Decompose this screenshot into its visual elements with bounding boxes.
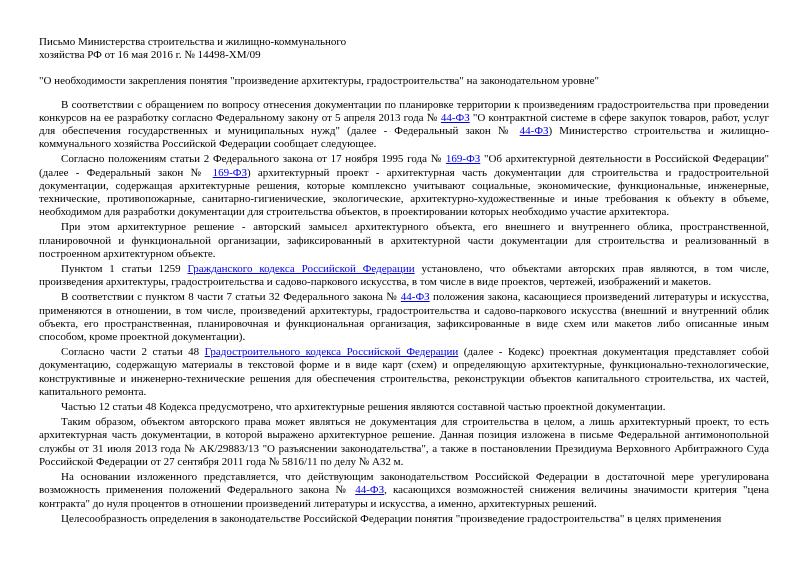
document-link[interactable]: 44-ФЗ: [355, 484, 385, 497]
paragraph: [39, 416, 769, 469]
document-link[interactable]: 169-ФЗ: [445, 153, 481, 166]
document-subject: "О необходимости закрепления понятия "произведение архитектуры, градостроительства" на законодательном уровне": [39, 75, 600, 88]
paragraph-text: На основании изложенного представляется, что действующим законодательством Российской Федерации в достаточной мере урегулирована возможность применения положений Федерального закона №: [39, 471, 769, 497]
paragraph: [39, 99, 769, 152]
paragraph-text: Частью 12 статьи 48 Кодекса предусмотрено, что архитектурные решения являются составной частью проектной документации.: [61, 401, 666, 414]
paragraph-text: Таким образом, объектом авторского права может являться не документация для строительства в целом, а лишь архитектурный проект, то есть архитектурная часть документации, в которой выражено архитектурное решение. Данная позиция изложена в письме Федеральной антимонопольной службы от 31 июля 2013 года № АК/29883/13 "О разъяснении законодательства", а также в постановлении Президиума Верховного Арбитражного Суда Российской Федерации от 27 сентября 2011 года № 5816/11 по делу № А32 м.: [39, 416, 769, 468]
paragraph: [39, 346, 769, 399]
paragraph-text: В соответствии с пунктом 8 части 7 статьи 32 Федерального закона №: [61, 291, 401, 304]
document-page: [39, 36, 769, 528]
document-link[interactable]: Гражданского кодекса Российской Федерации: [187, 263, 415, 276]
document-link[interactable]: Градостроительного кодекса Российской Федерации: [204, 346, 459, 359]
paragraph-text: При этом архитектурное решение - авторский замысел архитектурного объекта, его внешнего и внутреннего облика, пространственной, планировочной и функциональной организации, зафиксированный в архитектурной части документации для строительства и реализованный в построенном архитектурном объекте.: [39, 221, 769, 260]
paragraph-text: Согласно положениям статьи 2 Федерального закона от 17 ноября 1995 года №: [61, 153, 446, 166]
header-line-2: хозяйства РФ от 16 мая 2016 г. № 14498-ХМ/09: [39, 49, 261, 62]
document-link[interactable]: 44-ФЗ: [519, 125, 549, 138]
header-line-1: Письмо Министерства строительства и жилищно-коммунального: [39, 36, 347, 48]
document-link[interactable]: 44-ФЗ: [400, 291, 430, 304]
paragraph-text: Целесообразность определения в законодательстве Российской Федерации понятия "произведение градостроительства" в целях применения: [61, 512, 722, 525]
paragraph-text: положения закона, касающиеся произведений литературы и искусства, применяются в отношении, в том числе, произведений архитектуры, градостроительства и садово-паркового искусства (внешний и внутренний облик объекта, его пространственная, планировочная и функциональная организация, зафиксированные в виде схем или макетов либо описанные иным способом, кроме проектной документации).: [39, 291, 769, 344]
paragraph: [39, 401, 769, 414]
paragraph: [39, 263, 769, 289]
document-body: [39, 99, 769, 526]
paragraph: [39, 471, 769, 511]
paragraph-text: "О контрактной системе в сфере закупок товаров, работ, услуг для обеспечения государственных и муниципальных нужд" (далее - Федеральный закон №: [39, 111, 770, 138]
paragraph-text: Пунктом 1 статьи 1259: [61, 263, 188, 276]
paragraph-text: ) Министерство строительства и жилищно-коммунального хозяйства Российской Федерации сообщает следующее.: [39, 125, 770, 151]
document-header: [39, 36, 769, 62]
paragraph-text: В соответствии с обращением по вопросу отнесения документации по планировке территории к произведениям градостроительства при проведении конкурсов на ее разработку согласно Федеральному закону от 5 апреля 2013 года №: [39, 98, 769, 124]
paragraph-text: "Об архитектурной деятельности в Российской Федерации" (далее - Федеральный закон №: [39, 153, 769, 179]
paragraph: [39, 291, 769, 344]
paragraph-text: , касающихся возможностей снижения величины значимости критерия "цена контракта" до нуля процентов в отношении произведений литературы и искусства, а именно, архитектурных решений.: [39, 484, 769, 510]
paragraph: [39, 221, 769, 261]
paragraph-text: ) архитектурный проект - архитектурная часть документации для строительства и градостроительной документации, содержащая архитектурные решения, которые комплексно учитывают социальные, экономические, функциональные, инженерные, технические, противопожарные, санитарно-гигиенические, экологические, архитектурно-художественные и иные требования к объекту в объеме, необходимом для разработки документации для строительства объектов, в проектировании которых необходимо участие архитектора.: [39, 166, 769, 219]
paragraph: [39, 513, 769, 526]
paragraph-text: установлено, что объектами авторских прав являются, в том числе, произведения архитектуры, градостроительства и садово-паркового искусства, в том числе в виде проектов, чертежей, изображений и макетов.: [39, 263, 770, 289]
paragraph-text: (далее - Кодекс) проектная документация представляет собой документацию, содержащую материалы в текстовой форме и в виде карт (схем) и определяющую архитектурные, функционально-технологические, конструктивные и инженерно-технические решения для обеспечения строительства, реконструкции объектов капитального строительства, их частей, капитального ремонта.: [39, 346, 769, 398]
document-link[interactable]: 169-ФЗ: [212, 166, 248, 179]
paragraph-text: Согласно части 2 статьи 48: [61, 346, 205, 359]
paragraph: [39, 153, 769, 219]
document-link[interactable]: 44-ФЗ: [440, 111, 470, 124]
